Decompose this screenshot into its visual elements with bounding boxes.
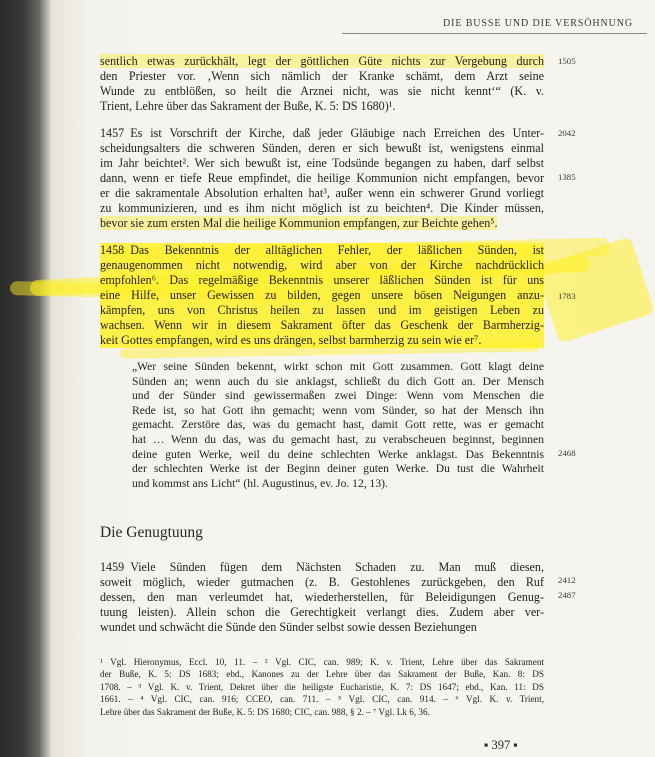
quote-line: und kommst ans Licht“ (hl. Augustinus, ev. Jo. 12, 13).: [132, 476, 388, 490]
text-line: scheidungsalters die schweren Sünden, deren er sich bewußt ist, wenigstens einmal: [100, 141, 544, 155]
paragraph-number: 1458: [100, 243, 125, 257]
paragraph-1459: [100, 560, 544, 635]
margin-reference: 2468: [558, 448, 576, 458]
margin-reference: 1505: [558, 56, 576, 66]
quote-line: Sünden an; wenn auch du sie anklagst, schließt du dich Gott an. Der Mensch: [132, 374, 544, 388]
quote-line: Rede ist, so hat Gott ihn gemacht; wenn vom Sünder, so hat der Mensch ihn: [132, 403, 544, 417]
margin-reference: 2412: [558, 575, 576, 585]
paragraph-1458-highlighted: [100, 243, 544, 348]
paragraph-continuation: [100, 54, 544, 114]
quote-line: „Wer seine Sünden bekennt, wirkt schon mit Gott zusammen. Gott klagt deine: [132, 360, 544, 373]
text-line: dessen, den man verleumdet hat, wiederherstellen, für Beleidigungen Genug-: [100, 590, 544, 604]
text-line: Wunde zu entblößen, so heilt die Arznei nicht, was sie nicht kennt‘“ (K. v.: [100, 84, 544, 98]
paragraph-number: 1457: [100, 126, 125, 140]
text-line: den Priester vor. ‚Wenn sich nämlich der Kranke schämt, dem Arzt seine: [100, 69, 544, 83]
margin-reference: 2487: [558, 590, 576, 600]
text-line: Trient, Lehre über das Sakrament der Buße, K. 5: DS 1680)¹.: [100, 99, 396, 113]
footnotes: [100, 656, 544, 718]
text-line: empfohlen⁶. Das regelmäßige Bekenntnis unserer läßlichen Sünden ist für uns: [100, 273, 544, 287]
footnote-line: ¹ Vgl. Hieronymus, Eccl. 10, 11. – ² Vgl. CIC, can. 989; K. v. Trient, Lehre über das Sakrament: [100, 657, 544, 667]
text-line: wachsen. Wenn wir in diesem Sakrament öfter das Geschenk der Barmherzig-: [100, 318, 544, 332]
footnote-line: 1708. – ³ Vgl. K. v. Trient, Dekret über die heiligste Eucharistie, K. 7: DS 1647; ebd., Kan. 11: DS: [100, 681, 544, 692]
text-line: keit Gottes empfangen, wird es uns drängen, selbst barmherzig zu sein wie er⁷.: [100, 333, 544, 348]
paragraph-number: 1459: [100, 560, 125, 574]
text-line: wundet und schwächt die Sünde den Sünder selbst sowie dessen Beziehungen: [100, 620, 477, 634]
footnote-line: 1661. – ⁴ Vgl. CIC, can. 916; CCEO, can. 711. – ⁵ Vgl. CIC, can. 914. – ⁶ Vgl. K. v. Trient,: [100, 694, 544, 705]
quote-line: und der Sünder sind gewissermaßen zwei Dinge: Wenn vom Menschen die: [132, 389, 544, 403]
running-header: [342, 17, 647, 34]
text-line: kämpfen, uns von Christus heilen zu lassen und im geistigen Leben zu: [100, 303, 544, 317]
quote-block: [132, 360, 544, 491]
text-line: eine Hilfe, unser Gewissen zu bilden, gegen unsere bösen Neigungen anzu-: [100, 288, 544, 302]
section-heading: Die Genugtuung: [100, 524, 203, 541]
text-line: 1459 Viele Sünden fügen dem Nächsten Schaden zu. Man muß diesen,: [100, 560, 544, 574]
text-line: genaugenommen nicht notwendig, wird aber von der Kirche nachdrücklich: [100, 258, 544, 272]
quote-line: gemacht. Zerstöre das, was du gemacht hast, damit Gott rette, was er gemacht: [132, 418, 544, 432]
footnote-line: der Buße, K. 5: DS 1683; ebd., Kanones zu der Lehre über das Sakrament der Buße, Kan. 8: DS: [100, 669, 544, 680]
book-spine-shadow: [0, 0, 52, 757]
margin-reference: 1385: [558, 172, 576, 182]
text-line: 1457 Es ist Vorschrift der Kirche, daß jeder Gläubige nach Erreichen des Unter-: [100, 126, 544, 140]
footnote-line: Lehre über das Sakrament der Buße, K. 5: DS 1680; CIC, can. 988, § 2. – ⁷ Vgl. Lk 6, 36.: [100, 706, 430, 717]
text-line: sentlich etwas zurückhält, legt der göttlichen Güte nichts zur Vergebung durch: [100, 54, 544, 68]
text-line: dann, wenn er tiefe Reue empfindet, die heilige Kommunion nicht empfangen, bevor: [100, 171, 544, 185]
text-line: er die sakramentale Absolution erhalten hat³, außer wenn ein schwerer Grund vorliegt: [100, 186, 544, 200]
margin-reference: 1783: [558, 291, 576, 301]
margin-reference: 2042: [558, 128, 576, 138]
text-line: im Jahr beichtet². Wer sich bewußt ist, eine Todsünde begangen zu haben, darf selbst: [100, 156, 544, 170]
text-line: soweit möglich, wieder gutmachen (z. B. Gestohlenes zurückgeben, den Ruf: [100, 575, 544, 589]
text-line: 1458 Das Bekenntnis der alltäglichen Fehler, der läßlichen Sünden, ist: [100, 243, 544, 257]
running-header-title: DIE BUSSE UND DIE VERSÖHNUNG: [442, 18, 633, 29]
text-line: tuung leisten). Allein schon die Gerechtigkeit verlangt dies. Zudem aber ver-: [100, 605, 544, 619]
page-number: ▪ 397 ▪: [484, 738, 518, 752]
text-line: zu kommunizieren, und es ihm nicht möglich ist zu beichten⁴. Die Kinder müssen,: [100, 201, 544, 215]
quote-line: der schlechten Werke ist der Beginn deiner guten Werke. Du tust die Wahrheit: [132, 462, 544, 476]
paragraph-1457: [100, 126, 544, 231]
quote-line: hat … Wenn du das, was du gemacht hast, zu verabscheuen beginnst, beginnen: [132, 432, 544, 446]
quote-line: deine guten Werke, weil du deine schlechten Werke anklagst. Das Bekenntnis: [132, 447, 544, 461]
text-line: bevor sie zum ersten Mal die heilige Kommunion empfangen, zur Beichte gehen⁵.: [100, 216, 498, 230]
